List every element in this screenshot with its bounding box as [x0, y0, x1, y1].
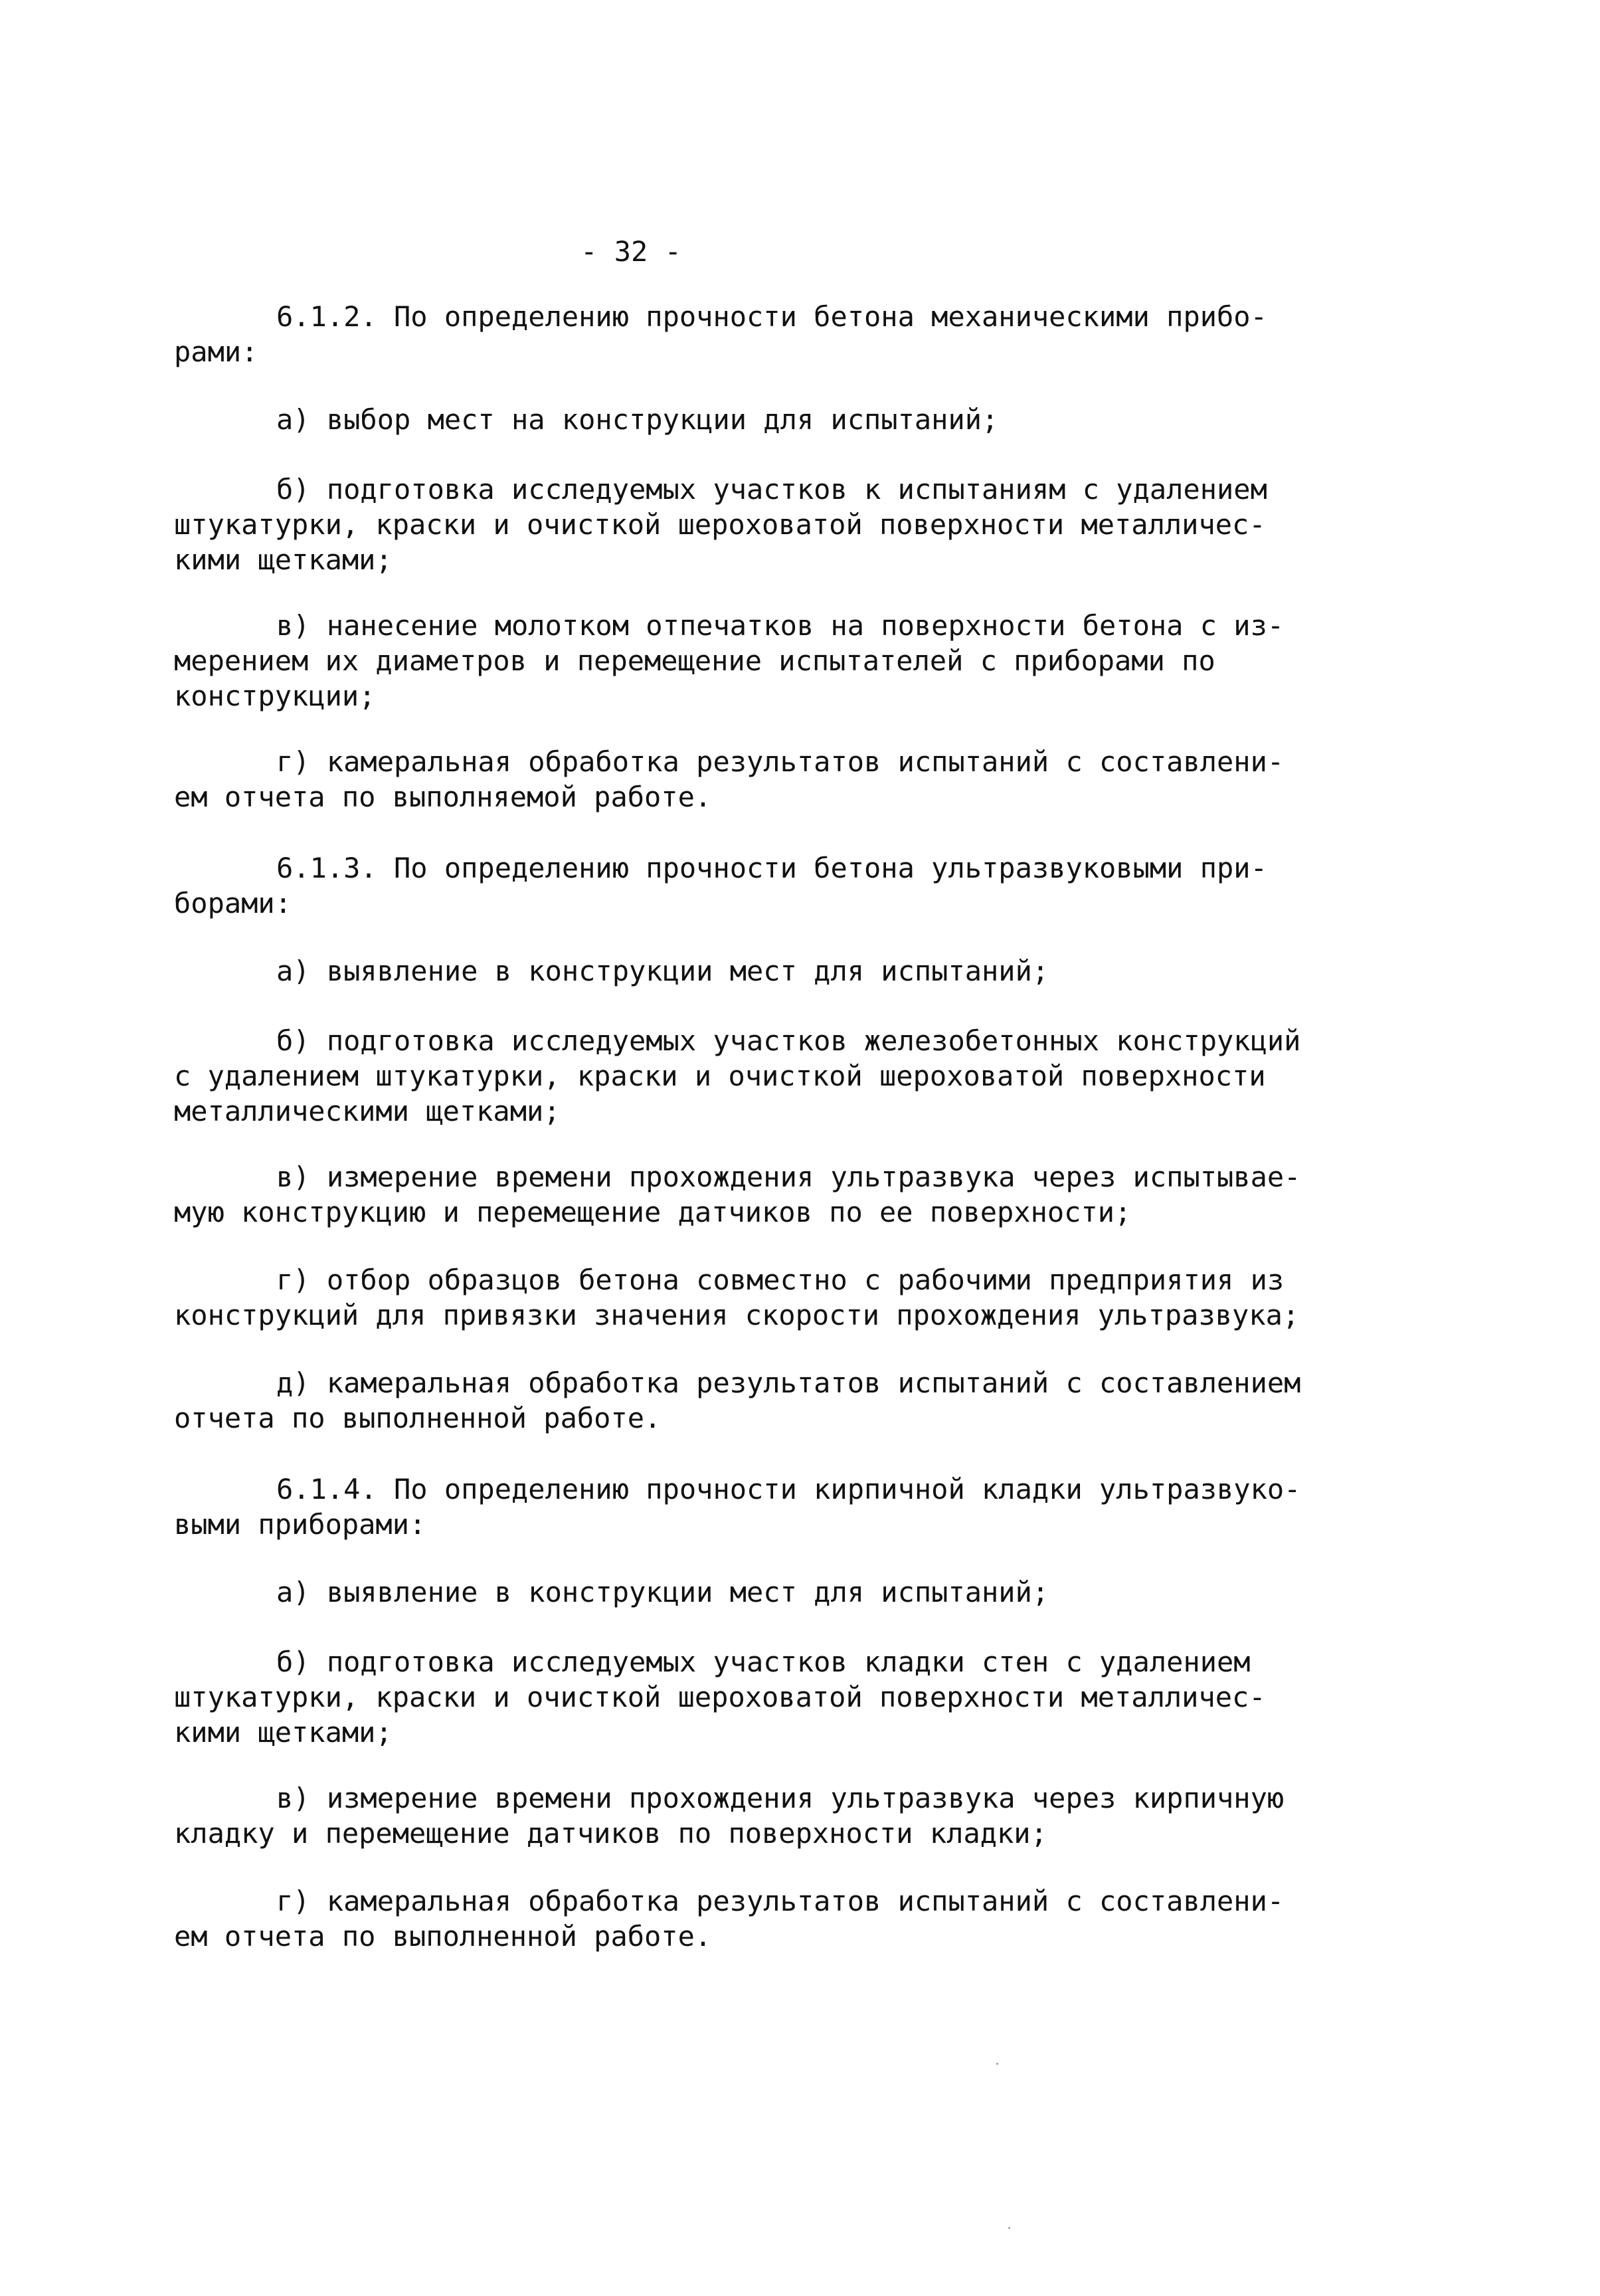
paragraph-line: отчета по выполненной работе. [174, 1402, 662, 1434]
scan-speck [996, 2063, 998, 2065]
page-number: - 32 - [580, 235, 681, 268]
paragraph-line: ем отчета по выполненной работе. [174, 1920, 712, 1953]
paragraph [174, 850, 1502, 921]
paragraph-line: с удалением штукатурки, краски и очисткой шероховатой поверхности [174, 1060, 1266, 1092]
paragraph-line: а) выявление в конструкции мест для испытаний; [276, 955, 1049, 987]
paragraph-line: г) отбор образцов бетона совместно с рабочими предприятия из [276, 1264, 1285, 1296]
paragraph-line: 6.1.2. По определению прочности бетона механическими прибо- [276, 300, 1267, 333]
scan-speck [1008, 2227, 1010, 2229]
paragraph-line: в) измерение времени прохождения ультразвука через испытывае- [276, 1161, 1301, 1193]
paragraph [174, 472, 1502, 577]
paragraph-line: кими щетками; [174, 1716, 393, 1749]
paragraph [174, 1780, 1502, 1851]
paragraph [174, 1575, 1502, 1610]
paragraph [174, 608, 1502, 714]
paragraph [174, 402, 1502, 437]
paragraph-line: рами: [174, 335, 258, 368]
paragraph-line: а) выбор мест на конструкции для испытаний; [276, 403, 999, 436]
paragraph-line: б) подготовка исследуемых участков кладки стен с удалением [276, 1646, 1251, 1678]
paragraph [174, 1472, 1502, 1542]
paragraph-line: выми приборами: [174, 1508, 426, 1541]
paragraph-line: кладку и перемещение датчиков по поверхности кладки; [174, 1817, 1047, 1850]
paragraph [174, 744, 1502, 814]
paragraph-line: борами: [174, 887, 292, 919]
paragraph-line: ем отчета по выполняемой работе. [174, 781, 712, 813]
paragraph-line: мую конструкцию и перемещение датчиков по ее поверхности; [174, 1196, 1132, 1228]
paragraph-line: штукатурки, краски и очисткой шероховатой поверхности металличес- [174, 1681, 1266, 1713]
paragraph-line: а) выявление в конструкции мест для испытаний; [276, 1576, 1049, 1608]
paragraph-line: б) подготовка исследуемых участков железобетонных конструкций [276, 1024, 1301, 1057]
paragraph [174, 299, 1502, 369]
paragraph-line: мерением их диаметров и перемещение испытателей с приборами по [174, 644, 1215, 677]
paragraph-line: в) измерение времени прохождения ультразвука через кирпичную [276, 1782, 1285, 1814]
paragraph-line: в) нанесение молотком отпечатков на поверхности бетона с из- [276, 609, 1285, 642]
paragraph-line: металлическими щетками; [174, 1095, 561, 1127]
paragraph-line: б) подготовка исследуемых участков к испытаниям с удалением [276, 473, 1267, 506]
paragraph [174, 1365, 1502, 1436]
paragraph [174, 1159, 1502, 1230]
paragraph [174, 1644, 1502, 1750]
paragraph [174, 1883, 1502, 1954]
paragraph [174, 1262, 1502, 1333]
paragraph [174, 953, 1502, 989]
paragraph-line: конструкции; [174, 680, 376, 712]
paragraph-line: кими щетками; [174, 543, 393, 576]
paragraph-line: штукатурки, краски и очисткой шероховатой поверхности металличес- [174, 508, 1266, 541]
paragraph-line: 6.1.3. По определению прочности бетона ультразвуковыми при- [276, 852, 1267, 884]
paragraph-line: г) камеральная обработка результатов испытаний с составлени- [276, 1885, 1285, 1917]
paragraph-line: г) камеральная обработка результатов испытаний с составлени- [276, 745, 1285, 778]
paragraph-line: д) камеральная обработка результатов испытаний с составлением [276, 1367, 1301, 1399]
paragraph [174, 1023, 1502, 1129]
paragraph-line: конструкций для привязки значения скорости прохождения ультразвука; [174, 1299, 1300, 1331]
paragraph-line: 6.1.4. По определению прочности кирпичной кладки ультразвуко- [276, 1473, 1301, 1505]
